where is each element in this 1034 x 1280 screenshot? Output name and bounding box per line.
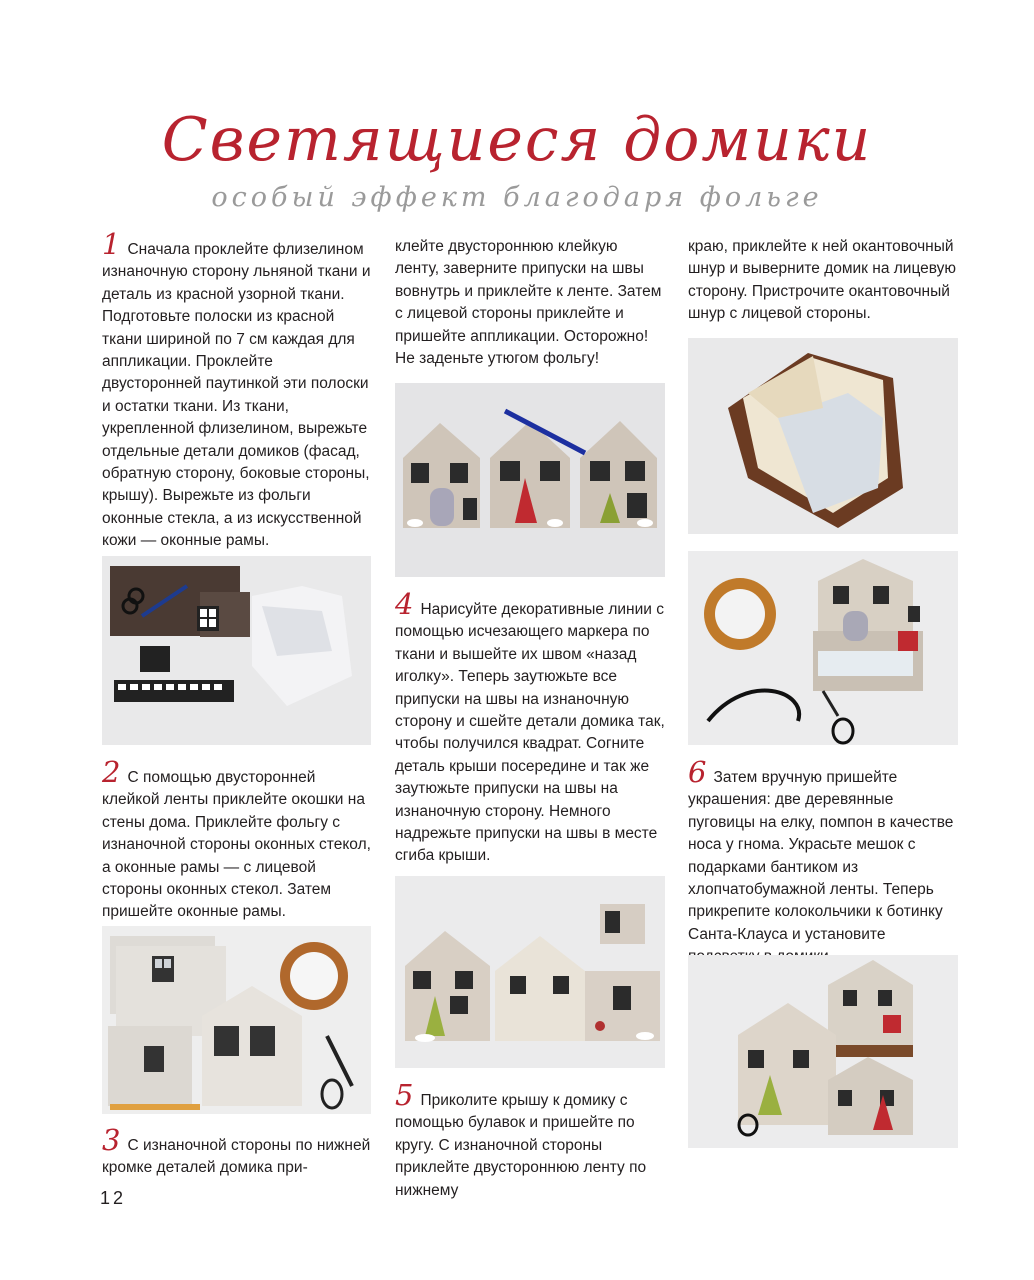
step-3-text-continued: клейте двустороннюю клейкую ленту, заверните припуски на швы вовнутрь и приклейте к ленте. Затем с лицевой стороны приклейте и пришейте аппликации. Осторожно! Не заденьте утюгом фольгу!: [395, 238, 662, 368]
photo-step-2-windows: [102, 926, 371, 1114]
photo-step-1-materials: [102, 556, 371, 745]
step-3-text: 3 С изнаночной стороны по нижней кромке деталей домика при-: [102, 1123, 371, 1177]
step-number: 4: [395, 587, 414, 621]
step-number: 3: [102, 1123, 121, 1157]
step-number: 2: [102, 755, 121, 789]
photo-step-3-appliques: [395, 383, 665, 577]
step-6-text: 6 Затем вручную пришейте украшения: две деревянные пуговицы на елку, помпон в качестве носа у гнома. Украсьте мешок с подарками бантиком из хлопчатобумажной ленты. Теперь прикрепите колокольчики к ботинку Санта-Клауса и установите: [688, 755, 954, 943]
photo-step-4-house-parts: [395, 876, 665, 1068]
step-number: 6: [688, 755, 707, 789]
photo-step-6-finished-houses: [688, 955, 958, 1148]
step-5-text: 5 Приколите крышу к домику с помощью булавок и пришейте по кругу. С изнаночной стороны приклейте двустороннюю ленту по нижнему: [395, 1078, 647, 1199]
step-number: 5: [395, 1078, 414, 1112]
step-2-text: 2 С помощью двусторонней клейкой ленты приклейте окошки на стены дома. Приклейте фольгу с изнаночной стороны оконных стекол, а оконные рамы — с лицевой стороны оконных стекол. Затем пришейте оконные рамы.: [102, 755, 371, 921]
step-5-text-continued: краю, приклейте к ней окантовочный шнур и выверните домик на лицевую сторону. Пристрочите окантовочный шнур с лицевой стороны.: [688, 238, 957, 323]
photo-step-5-assembled-inside: [688, 338, 958, 534]
page-subtitle: особый эффект благодаря фольге: [211, 182, 823, 213]
page-number: 12: [100, 1188, 127, 1208]
page-title: Светящиеся домики: [161, 105, 873, 175]
step-1-text: 1 Сначала проклейте флизелином изнаночную сторону льняной ткани и деталь из красной узорной ткани. Подготовьте полоски из красной ткани шириной по 7 см каждая для аппликации. Проклейте двусторонней паутинкой эти полоски и остатки ткани. Из ткани, укрепленной флизелином, вырежьте отдельные детали домиков (фасад, обратную сторону, боковые стороны, крышу). Вырежьте из фольги оконные стекла, а из искусственной кожи — оконные рамы.: [102, 227, 371, 550]
step-4-text: 4 Нарисуйте декоративные линии с помощью исчезающего маркера по ткани и вышейте их швом «назад иголку». Теперь заутюжьте все припуски на швы на изнаночную сторону и сшейте детали домика так, чтобы получился квадрат. Согните деталь крыши посередине и так же заутюжьте припуски на швы на изнаночную сторону. Немного надрежьте припуски на швы в месте сгиба крыши.: [395, 587, 665, 865]
photo-step-5-house-and-cord: [688, 551, 958, 745]
step-number: 1: [102, 227, 121, 261]
